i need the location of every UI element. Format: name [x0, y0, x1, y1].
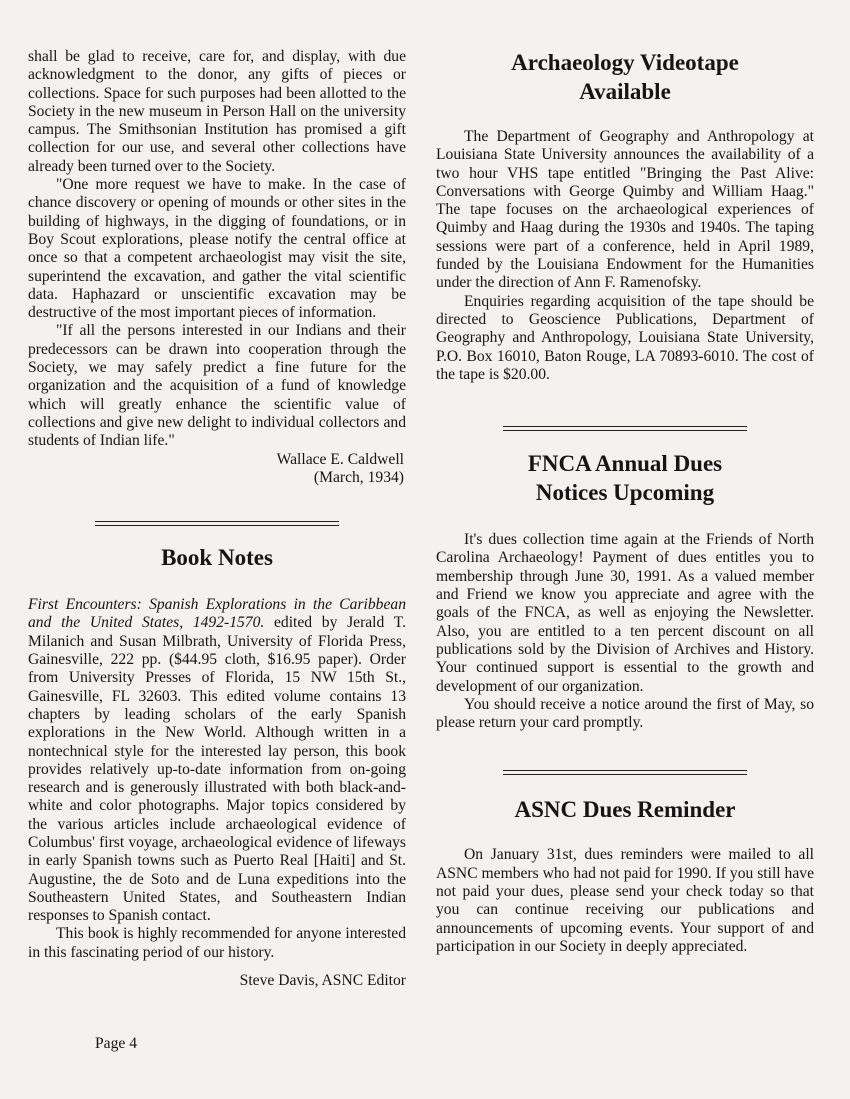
signature-date: (March, 1934)	[313, 468, 404, 486]
book-review-signature: Steve Davis, ASNC Editor	[239, 972, 406, 990]
continued-paragraph-1: shall be glad to receive, care for, and display, with due acknowledgment to the donor, any gifts of pieces or collections. Space for such purposes had been allotted to the Society in the new museum in Person Hall on the university campus. The Smithsonian Institution has promised a gift collection for our use, and several other collections have already been turned over to the Society.	[28, 48, 406, 175]
asnc-heading: ASNC Dues Reminder	[514, 797, 736, 823]
videotape-heading-line-2: Available	[579, 79, 671, 104]
book-title: First Encounters: Spanish Explorations in the Caribbean and the United States, 1492-1570.	[28, 596, 406, 632]
book-review-text: edited by Jerald T. Milanich and Susan Milbrath, University of Florida Press, Gainesville, 222 pp. ($44.95 cloth, $16.95 paper). Order from University Presses of Florida, 15 NW 15th St., Gainesville, FL 32603. This edited volume contains 13 chapters by leading scholars of the early Spanish explorations in the New World. Although written in a nontechnical style for the interested lay person, this book provides relatively up-to-date information from on-going research and is generously illustrated with both black-and-white and color photographs. Major topics considered by the various articles include archaeological evidence of Columbus' first voyage, archaeological evidence of lifeways in early Spanish towns such as Puerto Real [Haiti] and St. Augustine, the de Soto and de Luna expeditions into the Southeastern United States, and Southeastern Indian responses to Spanish contact.	[28, 614, 406, 925]
book-notes-heading: Book Notes	[161, 545, 273, 571]
book-review-paragraph	[28, 596, 406, 925]
signature-name: Wallace E. Caldwell	[276, 450, 404, 468]
continued-paragraph-2: "One more request we have to make. In the case of chance discovery or opening of mounds or other sites in the building of highways, in the digging of foundations, or in Boy Scout explorations, please notify the central office at once so that a competent archaeologist may visit the site, superintend the excavation, and gather the vital scientific data. Haphazard or unscientific excavation may be destructive of the most important pieces of information.	[28, 176, 406, 322]
right-column	[436, 48, 814, 956]
videotape-paragraph-1: The Department of Geography and Anthropology at Louisiana State University announces the availability of a two hour VHS tape entitled "Bringing the Past Alive: Conversations with George Quimby and William Haag." The tape focuses on the archaeological experiences of Quimby and Haag during the 1930s and 1940s. The taping sessions were part of a conference, held in April 1989, funded by the Louisiana Endowment for the Humanities under the direction of Ann F. Ramenofsky.	[436, 128, 814, 292]
continued-paragraph-3: "If all the persons interested in our Indians and their predecessors can be drawn into cooperation through the Society, we may safely predict a fine future for the organization and the acquisition of a fund of knowledge which will greatly enhance the scientific value of collections and give new delight to individual collectors and students of Indian life."	[28, 322, 406, 450]
left-column	[28, 48, 406, 990]
videotape-paragraph-2: Enquiries regarding acquisition of the tape should be directed to Geoscience Publications, Department of Geography and Anthropology, Louisiana State University, P.O. Box 16010, Baton Rouge, LA 70893-6010. The cost of the tape is $20.00.	[436, 292, 814, 383]
asnc-paragraph: On January 31st, dues reminders were mailed to all ASNC members who had not paid for 1990. If you still have not paid your dues, please send your check today so that you can continue receiving our publications and announcements of upcoming events. Your support of and participation in our Society in deeply appreciated.	[436, 846, 814, 955]
book-recommendation: This book is highly recommended for anyone interested in this fascinating period of our history.	[28, 925, 406, 961]
page-number: Page 4	[95, 1035, 138, 1052]
fnca-paragraph-2: You should receive a notice around the first of May, so please return your card promptly.	[436, 695, 814, 732]
videotape-heading-line-1: Archaeology Videotape	[511, 50, 739, 75]
fnca-heading-line-1: FNCA Annual Dues	[527, 451, 723, 477]
fnca-heading-line-2: Notices Upcoming	[535, 480, 715, 506]
fnca-paragraph-1: It's dues collection time again at the Friends of North Carolina Archaeology! Payment of dues entitles you to membership through June 30, 1991. As a valued member and Friend we know you appreciate and agree with the goals of the FNCA, as well as enjoying the Newsletter. Also, you are entitled to a ten percent discount on all publications sold by the Division of Archives and History. Your continued support is essential to the growth and development of our organization.	[436, 531, 814, 695]
